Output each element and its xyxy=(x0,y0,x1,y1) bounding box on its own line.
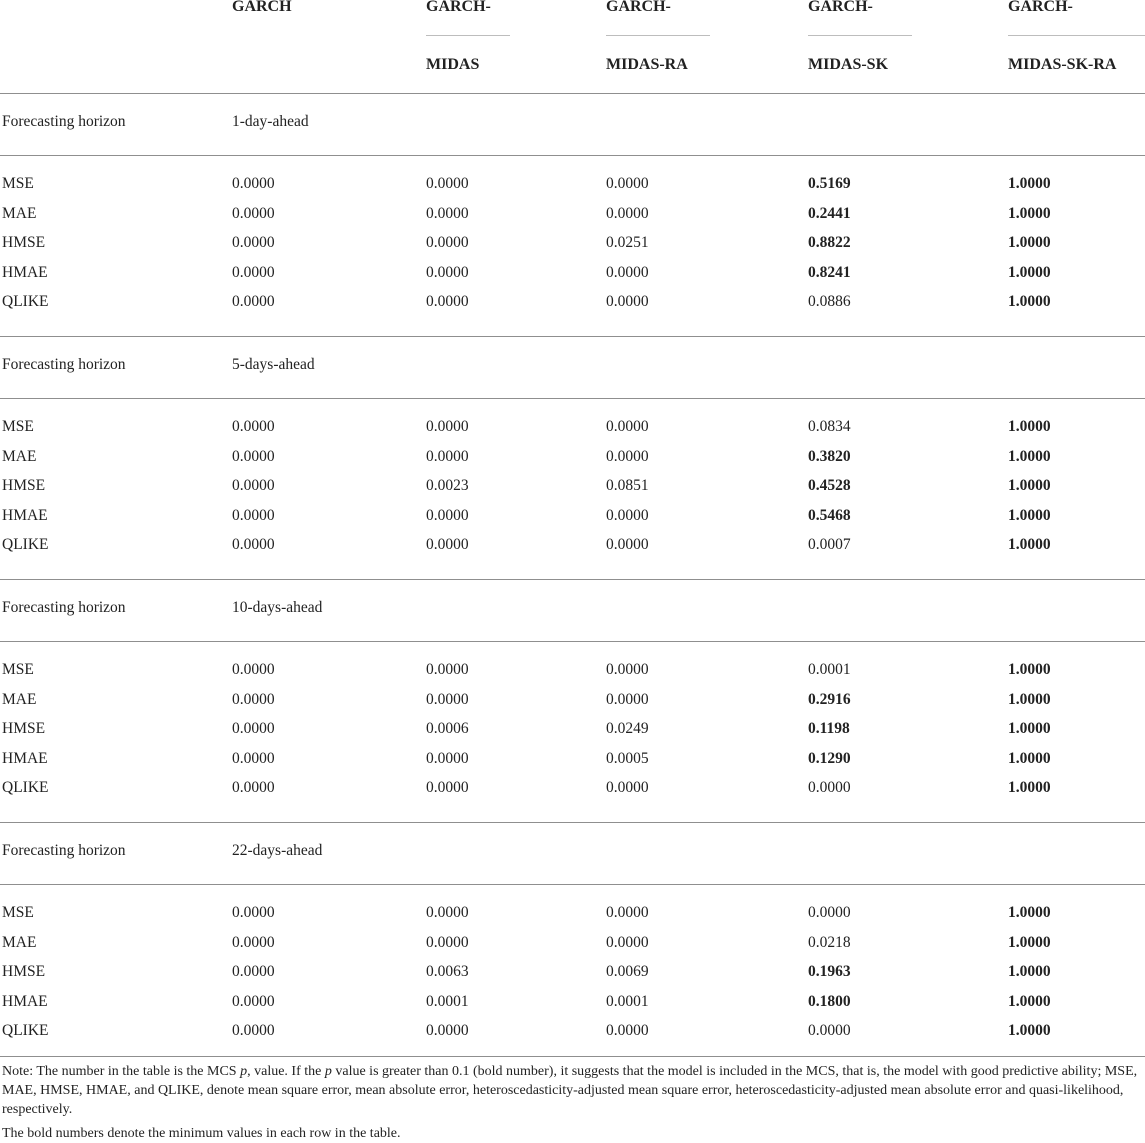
table-cell: 0.5169 xyxy=(808,175,851,192)
section-header-row xyxy=(0,110,1145,134)
table-cell: 0.0000 xyxy=(606,447,649,465)
metric-label: HMAE xyxy=(2,992,48,1010)
table-cell: 0.1963 xyxy=(808,963,851,981)
table-cell: 0.0000 xyxy=(426,690,469,708)
table-cell: 0.0000 xyxy=(606,204,649,222)
column-header-garch-midas-sk-ra-line1: GARCH- xyxy=(1008,0,1073,15)
table-rule xyxy=(0,884,1145,885)
table-cell: 0.0251 xyxy=(606,234,649,252)
table-row xyxy=(0,261,1145,285)
table-row xyxy=(0,290,1145,314)
metric-label: MSE xyxy=(2,175,34,192)
table-cell: 0.0000 xyxy=(232,1022,275,1040)
table-cell: 0.0000 xyxy=(426,447,469,465)
table-cell: 0.0000 xyxy=(808,904,851,921)
table-cell: 0.0005 xyxy=(606,749,649,767)
section-horizon: 22-days-ahead xyxy=(232,842,323,859)
table-cell: 1.0000 xyxy=(1008,963,1051,981)
table-cell: 1.0000 xyxy=(1008,749,1051,767)
table-cell: 0.0000 xyxy=(606,263,649,281)
table-cell: 0.0000 xyxy=(232,506,275,524)
table-cell: 0.2916 xyxy=(808,690,851,708)
table-row xyxy=(0,658,1145,682)
table-cell: 0.0000 xyxy=(606,418,649,435)
table-rule xyxy=(0,398,1145,399)
table-cell: 0.0000 xyxy=(232,690,275,708)
table-cell: 0.8241 xyxy=(808,263,851,281)
table-cell: 0.0000 xyxy=(426,1022,469,1040)
table-cell: 0.0000 xyxy=(808,1022,851,1040)
metric-label: HMSE xyxy=(2,477,46,495)
table-row xyxy=(0,931,1145,955)
section-label: Forecasting horizon xyxy=(2,842,126,859)
table-cell: 0.0000 xyxy=(232,447,275,465)
table-cell: 0.0000 xyxy=(606,536,649,554)
section-header-row xyxy=(0,839,1145,863)
section-horizon: 10-days-ahead xyxy=(232,599,323,616)
table-cell: 0.0000 xyxy=(426,536,469,554)
column-header-garch-midas-sk-ra-line2: MIDAS-SK-RA xyxy=(1008,56,1117,73)
metric-label: MAE xyxy=(2,447,37,465)
column-header-garch-midas-sk-line1: GARCH- xyxy=(808,0,873,15)
table-cell: 0.8822 xyxy=(808,234,851,252)
table-cell: 0.0000 xyxy=(232,536,275,554)
table-cell: 1.0000 xyxy=(1008,477,1051,495)
table-cell: 0.0007 xyxy=(808,536,851,554)
table-cell: 0.0000 xyxy=(232,963,275,981)
table-cell: 1.0000 xyxy=(1008,661,1051,678)
note-text-3: value is greater than 0.1 (bold number), it suggests that the model is included in the MCS, that is, the model with good predictive ability; MSE, MAE, HMSE, HMAE, and QLIKE, denote mean square error, mean absolute error, heteroscedasticity-adjusted mean square error, heteroscedasticity-adjusted mean absolute error and quasi-likelihood, respectively. xyxy=(2,1064,1138,1117)
table-cell: 1.0000 xyxy=(1008,536,1051,554)
table-cell: 0.0001 xyxy=(606,992,649,1010)
table-cell: 0.0249 xyxy=(606,720,649,738)
header-divider xyxy=(808,35,912,36)
table-cell: 0.0000 xyxy=(426,779,469,797)
table-row xyxy=(0,960,1145,984)
table-cell: 0.0000 xyxy=(808,779,851,797)
table-cell: 1.0000 xyxy=(1008,263,1051,281)
table-row xyxy=(0,474,1145,498)
table-cell: 0.1290 xyxy=(808,749,851,767)
column-header-garch-midas-line1: GARCH- xyxy=(426,0,491,15)
metric-label: QLIKE xyxy=(2,536,49,554)
table-cell: 0.0000 xyxy=(606,904,649,921)
table-cell: 0.1800 xyxy=(808,992,851,1010)
table-rule xyxy=(0,641,1145,642)
table-rule xyxy=(0,1056,1145,1057)
table-cell: 0.0006 xyxy=(426,720,469,738)
table-cell: 0.0001 xyxy=(808,661,851,678)
table-cell: 0.5468 xyxy=(808,506,851,524)
table-note-bold: The bold numbers denote the minimum values in each row in the table. xyxy=(2,1126,401,1141)
table-cell: 0.0000 xyxy=(232,933,275,951)
table-cell: 0.3820 xyxy=(808,447,851,465)
table-cell: 1.0000 xyxy=(1008,690,1051,708)
table-cell: 0.0000 xyxy=(426,234,469,252)
table-cell: 1.0000 xyxy=(1008,293,1051,311)
table-cell: 1.0000 xyxy=(1008,720,1051,738)
table-row xyxy=(0,231,1145,255)
table-cell: 0.0000 xyxy=(232,175,275,192)
header-divider xyxy=(1008,35,1145,36)
note-p-italic: p xyxy=(240,1064,248,1079)
metric-label: MSE xyxy=(2,418,34,435)
table-cell: 1.0000 xyxy=(1008,204,1051,222)
table-rule xyxy=(0,93,1145,94)
table-cell: 0.0000 xyxy=(232,418,275,435)
table-cell: 0.0000 xyxy=(426,904,469,921)
metric-label: QLIKE xyxy=(2,293,49,311)
table-note xyxy=(2,1062,1140,1119)
section-horizon: 1-day-ahead xyxy=(232,113,309,130)
table-row xyxy=(0,504,1145,528)
table-cell: 0.0886 xyxy=(808,293,851,311)
table-cell: 0.0834 xyxy=(808,418,851,435)
metric-label: HMAE xyxy=(2,263,48,281)
table-row xyxy=(0,202,1145,226)
table-cell: 0.0000 xyxy=(606,175,649,192)
table-row xyxy=(0,901,1145,925)
table-cell: 1.0000 xyxy=(1008,175,1051,192)
table-cell: 1.0000 xyxy=(1008,506,1051,524)
metric-label: HMAE xyxy=(2,749,48,767)
table-cell: 1.0000 xyxy=(1008,418,1051,435)
table-cell: 0.0000 xyxy=(232,263,275,281)
table-cell: 1.0000 xyxy=(1008,904,1051,921)
table-cell: 0.0000 xyxy=(232,477,275,495)
table-cell: 0.0000 xyxy=(426,204,469,222)
section-horizon: 5-days-ahead xyxy=(232,356,315,373)
table-rule xyxy=(0,155,1145,156)
table-row xyxy=(0,415,1145,439)
table-row xyxy=(0,688,1145,712)
column-header-garch-midas-sk-line2: MIDAS-SK xyxy=(808,56,889,73)
table-cell: 0.0069 xyxy=(606,963,649,981)
table-cell: 0.0000 xyxy=(232,904,275,921)
table-cell: 0.0000 xyxy=(232,293,275,311)
table-cell: 0.0000 xyxy=(426,506,469,524)
table-cell: 0.0063 xyxy=(426,963,469,981)
table-cell: 0.0000 xyxy=(606,690,649,708)
metric-label: MAE xyxy=(2,204,37,222)
table-cell: 0.0000 xyxy=(426,175,469,192)
header-divider xyxy=(606,35,710,36)
section-label: Forecasting horizon xyxy=(2,356,126,373)
table-row xyxy=(0,776,1145,800)
metric-label: QLIKE xyxy=(2,779,49,797)
note-p-italic: p xyxy=(324,1064,332,1079)
table-cell: 0.0000 xyxy=(606,779,649,797)
table-rule xyxy=(0,822,1145,823)
table-cell: 0.0000 xyxy=(232,992,275,1010)
metric-label: HMSE xyxy=(2,963,46,981)
table-cell: 0.0000 xyxy=(606,506,649,524)
section-header-row xyxy=(0,596,1145,620)
table-cell: 0.0000 xyxy=(606,661,649,678)
table-cell: 0.0000 xyxy=(426,293,469,311)
column-header-garch-midas-ra-line2: MIDAS-RA xyxy=(606,56,688,73)
table-row xyxy=(0,990,1145,1014)
table-cell: 0.0000 xyxy=(606,933,649,951)
table-rule xyxy=(0,336,1145,337)
table-cell: 0.0218 xyxy=(808,933,851,951)
table-cell: 0.0000 xyxy=(426,661,469,678)
section-header-row xyxy=(0,353,1145,377)
note-text-1: Note: The number in the table is the MCS xyxy=(2,1064,241,1079)
metric-label: HMAE xyxy=(2,506,48,524)
metric-label: MSE xyxy=(2,661,34,678)
column-header-garch: GARCH xyxy=(232,0,292,15)
table-cell: 0.0000 xyxy=(232,779,275,797)
table-cell: 1.0000 xyxy=(1008,447,1051,465)
table-cell: 1.0000 xyxy=(1008,992,1051,1010)
table-cell: 0.0000 xyxy=(426,263,469,281)
table-row xyxy=(0,717,1145,741)
table-cell: 0.1198 xyxy=(808,720,850,738)
column-header-garch-midas-ra-line1: GARCH- xyxy=(606,0,671,15)
metric-label: MAE xyxy=(2,690,37,708)
metric-label: HMSE xyxy=(2,720,46,738)
table-cell: 0.0000 xyxy=(232,204,275,222)
table-cell: 1.0000 xyxy=(1008,234,1051,252)
table-row xyxy=(0,172,1145,196)
note-text-2: , value. If the xyxy=(247,1064,325,1079)
table-row xyxy=(0,445,1145,469)
metric-label: MSE xyxy=(2,904,34,921)
table-cell: 0.4528 xyxy=(808,477,851,495)
table-cell: 1.0000 xyxy=(1008,933,1051,951)
section-label: Forecasting horizon xyxy=(2,599,126,616)
table-cell: 1.0000 xyxy=(1008,779,1051,797)
table-rule xyxy=(0,579,1145,580)
table-cell: 0.0000 xyxy=(426,933,469,951)
table-cell: 0.0000 xyxy=(606,293,649,311)
table-cell: 0.0000 xyxy=(232,720,275,738)
table-cell: 0.0851 xyxy=(606,477,649,495)
table-cell: 0.0000 xyxy=(232,661,275,678)
header-divider xyxy=(426,35,510,36)
metric-label: QLIKE xyxy=(2,1022,49,1040)
table-cell: 0.0000 xyxy=(606,1022,649,1040)
table-cell: 0.0001 xyxy=(426,992,469,1010)
column-header-garch-midas-line2: MIDAS xyxy=(426,56,480,73)
metric-label: HMSE xyxy=(2,234,46,252)
metric-label: MAE xyxy=(2,933,37,951)
table-row xyxy=(0,1019,1145,1043)
table-cell: 0.0000 xyxy=(232,234,275,252)
table-cell: 1.0000 xyxy=(1008,1022,1051,1040)
table-cell: 0.0000 xyxy=(426,418,469,435)
table-row xyxy=(0,747,1145,771)
table-cell: 0.0023 xyxy=(426,477,469,495)
table-cell: 0.0000 xyxy=(426,749,469,767)
table-cell: 0.2441 xyxy=(808,204,851,222)
table-row xyxy=(0,533,1145,557)
table-cell: 0.0000 xyxy=(232,749,275,767)
section-label: Forecasting horizon xyxy=(2,113,126,130)
